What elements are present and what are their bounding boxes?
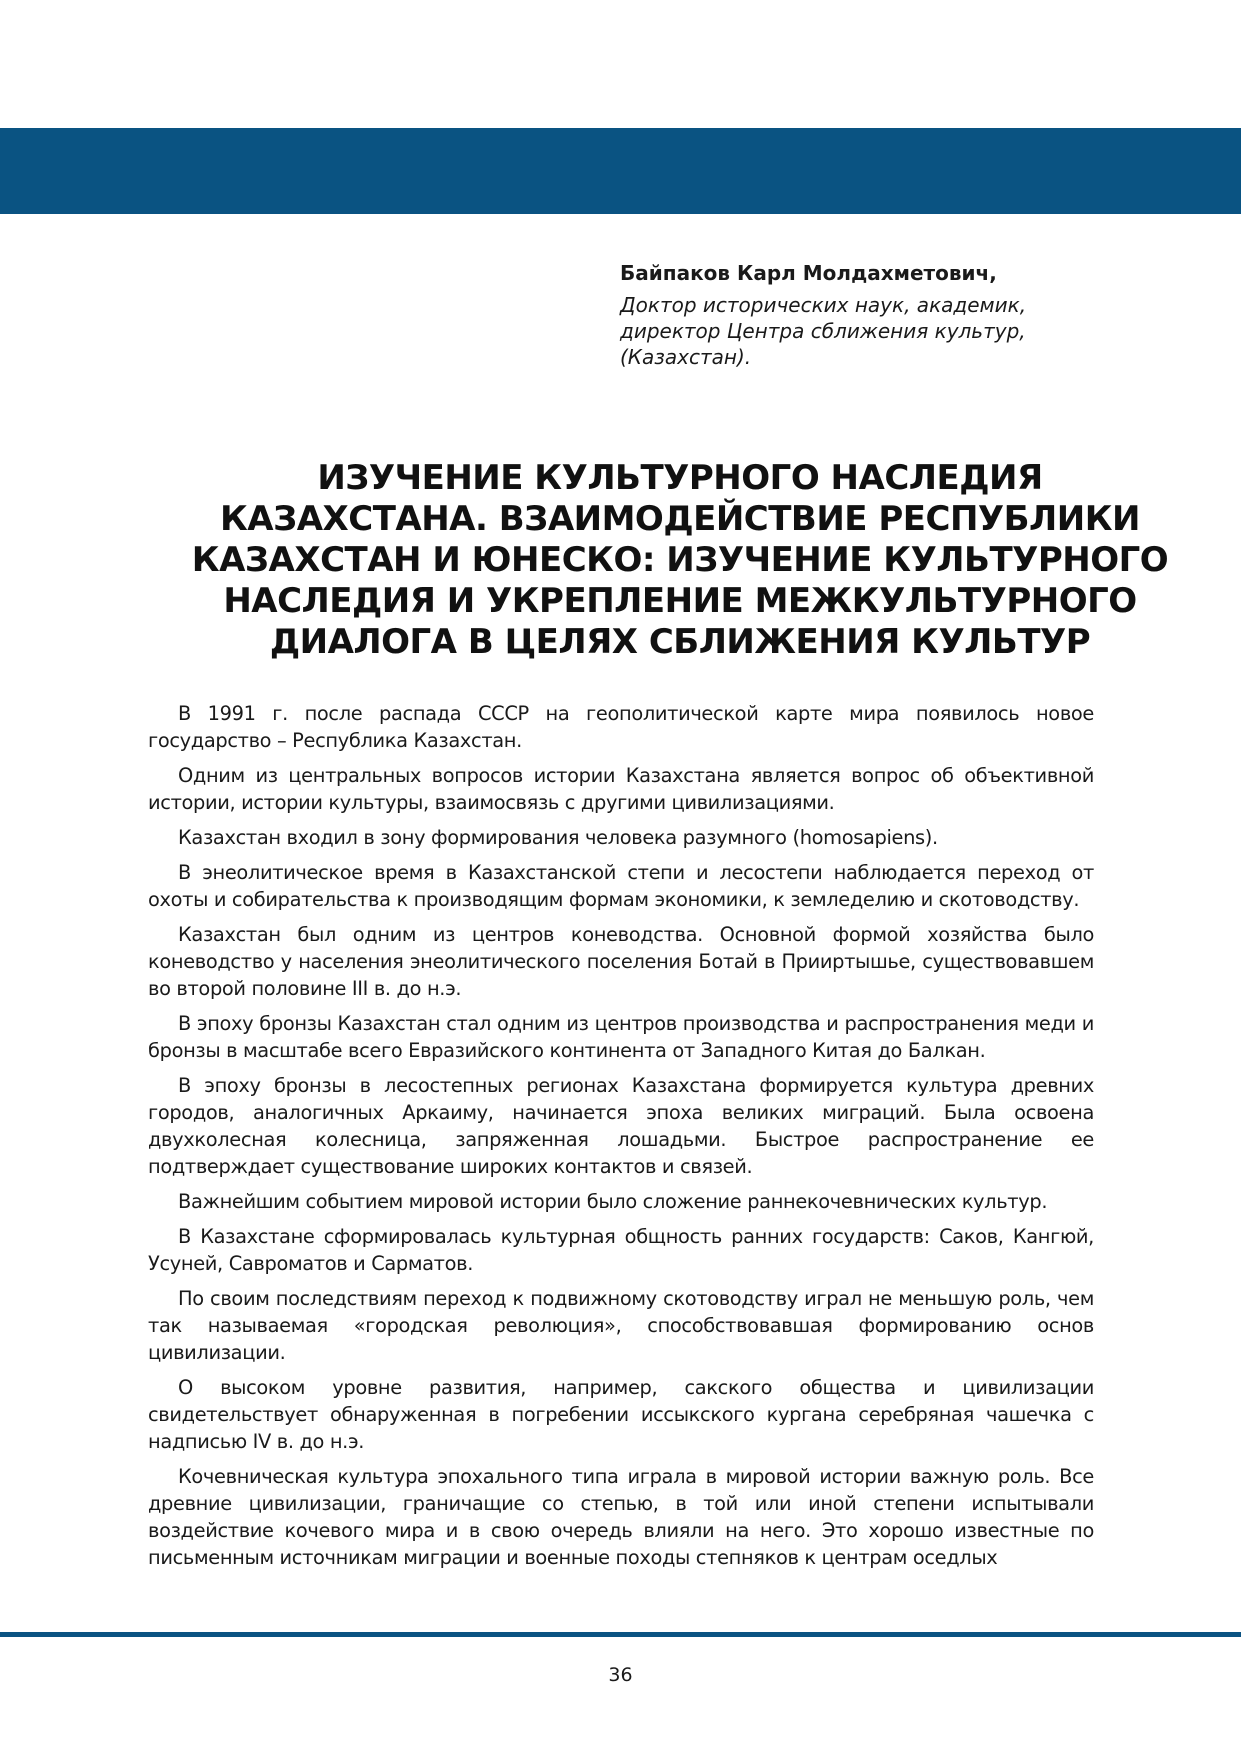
- header-band: [0, 128, 1241, 214]
- paragraph: В эпоху бронзы в лесостепных регионах Казахстана формируется культура древних городов, аналогичных Аркаиму, начинается эпоха великих миграций. Была освоена двухколесная колесница, запряженная лошадьми. Быстрое распространение ее подтверждает существование широких контактов и связей.: [148, 1074, 1094, 1178]
- title-line: КАЗАХСТАН И ЮНЕСКО: ИЗУЧЕНИЕ КУЛЬТУРНОГО: [191, 540, 1169, 580]
- paragraph: В эпоху бронзы Казахстан стал одним из центров производства и распространения меди и бронзы в масштабе всего Евразийского континента от Западного Китая до Балкан.: [148, 1012, 1094, 1062]
- paragraph: В энеолитическое время в Казахстанской степи и лесостепи наблюдается переход от охоты и собирательства к производящим формам экономики, к земледелию и скотоводству.: [148, 861, 1094, 911]
- author-info-line: Доктор исторических наук, академик,: [620, 293, 1027, 317]
- paragraph: В 1991 г. после распада СССР на геополитической карте мира появилось новое государство – Республика Казахстан.: [148, 702, 1094, 752]
- article-body: [148, 700, 1094, 1579]
- paragraph: Кочевническая культура эпохального типа играла в мировой истории важную роль. Все древние цивилизации, граничащие со степью, в той или иной степени испытывали воздействие кочевого мира и в свою очередь влияли на него. Это хорошо известные по письменным источникам миграции и военные походы степняков к центрам оседлых: [148, 1465, 1094, 1569]
- paragraph: Казахстан был одним из центров коневодства. Основной формой хозяйства было коневодство у населения энеолитического поселения Ботай в Прииртышье, существовавшем во второй половине III в. до н.э.: [148, 923, 1094, 1000]
- footer-rule: [0, 1632, 1241, 1637]
- paragraph: По своим последствиям переход к подвижному скотоводству играл не меньшую роль, чем так называемая «городская революция», способствовавшая формированию основ цивилизации.: [148, 1287, 1094, 1364]
- article-title: [130, 458, 1230, 663]
- paragraph: Одним из центральных вопросов истории Казахстана является вопрос об объективной истории, истории культуры, взаимосвязь с другими цивилизациями.: [148, 764, 1094, 814]
- page-number: 36: [608, 1664, 633, 1686]
- author-info: [620, 292, 1140, 370]
- author-name: Байпаков Карл Молдахметович,: [620, 261, 997, 285]
- paragraph: В Казахстане сформировалась культурная общность ранних государств: Саков, Кангюй, Усуней, Савроматов и Сарматов.: [148, 1225, 1094, 1275]
- author-info-line: директор Центра сближения культур,: [620, 319, 1026, 343]
- author-block: [620, 260, 1140, 370]
- title-line: НАСЛЕДИЯ И УКРЕПЛЕНИЕ МЕЖКУЛЬТУРНОГО: [223, 581, 1137, 621]
- paragraph: Казахстан входил в зону формирования человека разумного (homosapiens).: [178, 826, 938, 849]
- paragraph: Важнейшим событием мировой истории было сложение раннекочевнических культур.: [178, 1190, 1048, 1213]
- title-line: ИЗУЧЕНИЕ КУЛЬТУРНОГО НАСЛЕДИЯ: [317, 458, 1043, 498]
- paragraph: О высоком уровне развития, например, сакского общества и цивилизации свидетельствует обнаруженная в погребении иссыкского кургана серебряная чашечка с надписью IV в. до н.э.: [148, 1376, 1094, 1453]
- title-line: ДИАЛОГА В ЦЕЛЯХ СБЛИЖЕНИЯ КУЛЬТУР: [269, 622, 1091, 662]
- author-info-line: (Казахстан).: [620, 345, 752, 369]
- title-line: КАЗАХСТАНА. ВЗАИМОДЕЙСТВИЕ РЕСПУБЛИКИ: [219, 499, 1140, 539]
